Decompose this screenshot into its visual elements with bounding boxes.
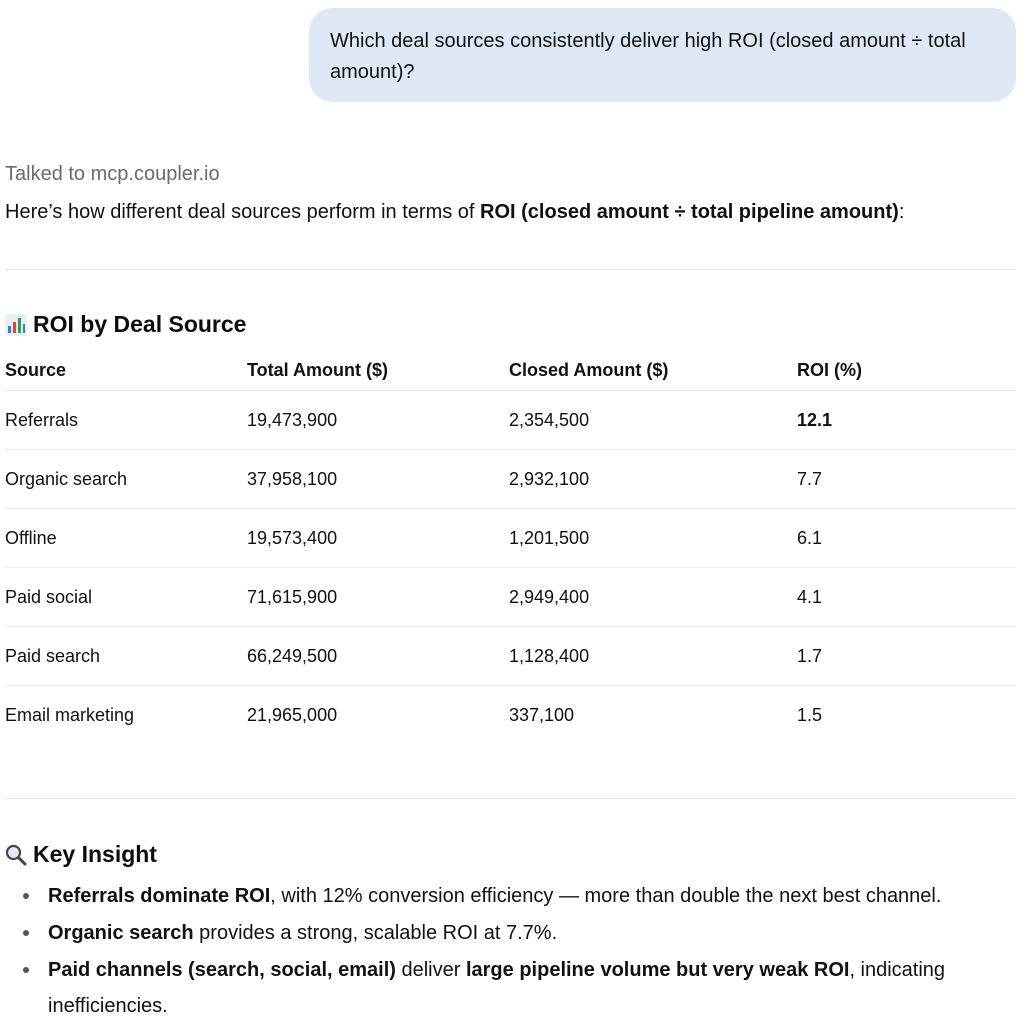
roi-section-title: [5, 311, 246, 338]
cell-source: Referrals: [5, 391, 247, 450]
cell-closed: 2,354,500: [509, 391, 797, 450]
insight-section-title-text: Key Insight: [33, 841, 157, 867]
tool-call-note[interactable]: Talked to mcp.coupler.io: [5, 163, 220, 185]
table-row: [5, 450, 1016, 509]
insight-bold-2: large pipeline volume but very weak ROI: [465, 959, 850, 981]
cell-total: 21,965,000: [247, 704, 338, 725]
insight-text: , with 12% conversion efficiency — more than double the next best channel.: [270, 885, 942, 907]
table-row: [5, 627, 1016, 686]
list-item: [5, 878, 1016, 914]
list-item: [5, 915, 1016, 951]
user-message-text: Which deal sources consistently deliver high ROI (closed amount ÷ total amount)?: [330, 30, 966, 83]
magnifier-icon: [5, 844, 27, 866]
roi-table: [5, 350, 1016, 744]
column-header-total: Total Amount ($): [247, 350, 509, 391]
insight-bold: Organic search: [48, 922, 194, 944]
cell-roi: 6.1: [797, 509, 1016, 568]
intro-suffix: :: [898, 201, 905, 223]
cell-source: Offline: [5, 509, 247, 568]
insight-list: [5, 878, 1016, 1025]
insight-text-2: , indicating inefficiencies.: [48, 959, 946, 1017]
cell-roi: 7.7: [797, 450, 1016, 509]
cell-total: 66,249,500: [247, 627, 509, 686]
cell-total: 71,615,900: [247, 568, 509, 627]
insight-text: provides a strong, scalable ROI at 7.7%.: [193, 922, 558, 944]
cell-roi: 12.1: [797, 391, 1016, 450]
cell-roi: 4.1: [797, 568, 1016, 627]
cell-roi: 1.5: [797, 704, 823, 725]
user-message-bubble: [309, 8, 1016, 102]
cell-total: 37,958,100: [247, 450, 509, 509]
divider-top: [5, 269, 1016, 270]
insight-text: deliver: [395, 959, 466, 981]
intro-prefix: Here’s how different deal sources perform in terms of: [5, 201, 481, 223]
column-header-source: Source: [5, 350, 247, 391]
cell-source: Email marketing: [5, 704, 135, 725]
table-row: [5, 509, 1016, 568]
table-row: [5, 391, 1016, 450]
table-row: [5, 568, 1016, 627]
cell-closed: 337,100: [509, 704, 575, 725]
cell-closed: 2,932,100: [509, 450, 797, 509]
cell-closed: 1,201,500: [509, 509, 797, 568]
insight-bold: Paid channels (search, social, email): [48, 959, 396, 981]
cell-total: 19,473,900: [247, 391, 509, 450]
intro-bold: ROI (closed amount ÷ total pipeline amount): [480, 201, 899, 223]
cell-roi: 1.7: [797, 627, 1016, 686]
insight-section-title: [5, 841, 157, 868]
roi-section-title-text: ROI by Deal Source: [33, 311, 247, 337]
intro-text: [5, 201, 904, 224]
table-row: [5, 686, 1016, 745]
bar-chart-icon: [5, 314, 27, 336]
column-header-closed: Closed Amount ($): [509, 350, 797, 391]
cell-total: 19,573,400: [247, 509, 509, 568]
cell-source: Paid search: [5, 627, 247, 686]
table-header-row: [5, 350, 1016, 391]
list-item: [5, 952, 1016, 1024]
insight-bold: Referrals dominate ROI: [48, 885, 271, 907]
column-header-roi: ROI (%): [797, 350, 1016, 391]
cell-closed: 1,128,400: [509, 627, 797, 686]
cell-closed: 2,949,400: [509, 568, 797, 627]
cell-source: Paid social: [5, 568, 247, 627]
divider-bottom: [5, 798, 1016, 799]
cell-source: Organic search: [5, 450, 247, 509]
